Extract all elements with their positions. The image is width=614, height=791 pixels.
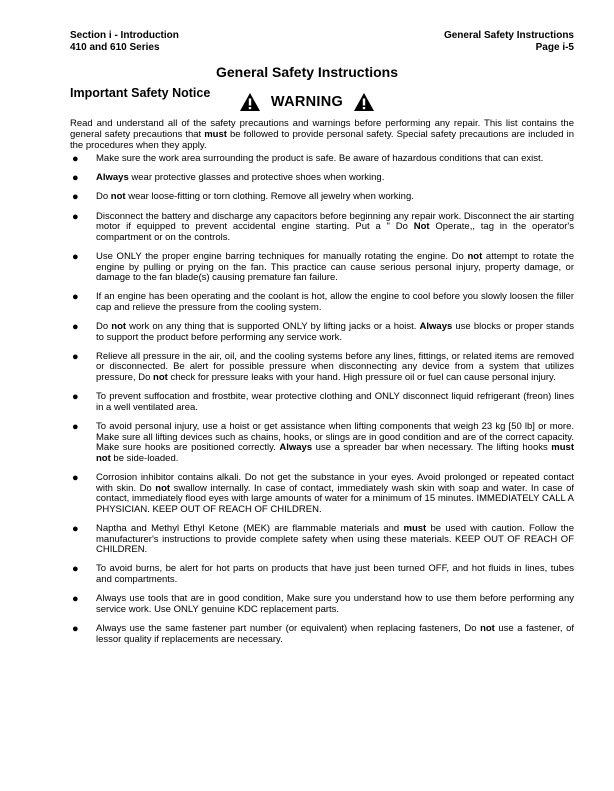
page-number: Page i-5	[535, 42, 574, 53]
list-item: ● Do not work on any thing that is supported ONLY by lifting jacks or a hoist. Always use blocks or proper stands to support the product before performing any service work.	[72, 321, 574, 343]
warning-banner	[0, 92, 614, 112]
intro-text: Read and understand all of the safety precautions and warnings before performing any repair. This list contains the general safety precautions that	[70, 118, 574, 140]
header-title: General Safety Instructions	[443, 30, 574, 41]
list-item: ● Always use the same fastener part number (or equivalent) when replacing fasteners, Do not use a fastener, of lessor quality if replacements are necessary.	[72, 622, 574, 645]
list-item: ● If an engine has been operating and the coolant is hot, allow the engine to cool before you slowly loosen the filler cap and relieve the pressure from the cooling system.	[72, 291, 574, 313]
bullet-icon: ●	[72, 250, 79, 263]
list-item: ● Relieve all pressure in the air, oil, and the cooling systems before any lines, fittings, or related items are removed or disconnected. Be alert for possible pressure when disconnecting any device from a system that utilizes pressure, Do not check for pressure leaks with your hand. High pressure oil or fuel can cause personal injury.	[72, 350, 574, 384]
bullet-icon: ●	[72, 472, 79, 484]
bullet-icon: ●	[72, 153, 79, 165]
list-item: ● Corrosion inhibitor contains alkali. Do not get the substance in your eyes. Avoid prolonged or repeated contact with skin. Do not swallow internally. In case of contact, immediately wash skin with soap and water. In case of contact, immediately flood eyes with large amounts of water for a minimum of 15 minutes. IMMEDIATELY CALL A PHYSICIAN. KEEP OUT OF REACH OF CHILDREN.	[72, 472, 574, 515]
bullet-icon: ●	[72, 321, 79, 334]
list-item: ● Naptha and Methyl Ethyl Ketone (MEK) are flammable materials and must be used with caution. Follow the manufacturer's instructions to provide complete safety when using these materials. KEEP OUT OF REACH OF CHILDREN.	[72, 522, 574, 556]
list-item: ● To avoid burns, be alert for hot parts on products that have just been turned OFF, and hot fluids in lines, tubes and compartments.	[72, 563, 574, 585]
warning-triangle-icon	[239, 92, 261, 112]
bullet-icon: ●	[72, 191, 79, 204]
list-item: ● To avoid personal injury, use a hoist or get assistance when lifting components that weigh 23 kg [50 lb] or more. Make sure all lifting devices such as chains, hooks, or slings are in good condition and are of the correct capacity. Make sure hooks are positioned correctly. Always use a spreader bar when necessary. The lifting hooks must not be side-loaded.	[72, 421, 574, 464]
bullet-icon: ●	[72, 622, 79, 635]
list-item: ● Disconnect the battery and discharge any capacitors before beginning any repair work. Disconnect the air starting motor if equipped to prevent accidental engine starting. Put a " Do Not Operate,, tag in the operator's compartment or on the controls.	[72, 210, 574, 243]
series-label: 410 and 610 Series	[70, 42, 160, 53]
list-item: ● Always wear protective glasses and protective shoes when working.	[72, 172, 385, 185]
list-item: ● Make sure the work area surrounding the product is safe. Be aware of hazardous conditions that can exist.	[72, 153, 544, 165]
bullet-icon: ●	[72, 291, 79, 304]
header-left	[70, 30, 179, 54]
warning-label: WARNING	[270, 94, 344, 110]
list-item: ● To prevent suffocation and frostbite, wear protective clothing and ONLY disconnect liquid refrigerant (freon) lines in a well ventilated area.	[72, 391, 574, 413]
bullet-icon: ●	[72, 210, 79, 223]
bullet-icon: ●	[72, 522, 79, 535]
bullet-icon: ●	[72, 350, 79, 363]
notice-heading: Important Safety Notice	[70, 86, 211, 100]
list-item: ● Always use tools that are in good condition, Make sure you understand how to use them before performing any service work. Use ONLY genuine KDC replacement parts.	[72, 593, 574, 615]
intro-paragraph	[70, 118, 574, 151]
bullet-icon: ●	[72, 391, 79, 404]
bullet-icon: ●	[72, 593, 79, 606]
intro-emphasis: must	[204, 129, 227, 140]
bullet-icon: ●	[72, 421, 79, 434]
bullet-icon: ●	[72, 563, 79, 576]
list-item: ● Use ONLY the proper engine barring techniques for manually rotating the engine. Do not attempt to rotate the engine by pulling or prying on the fan. This practice can cause serious personal injury, property damage, or damage to the fan blade(s) causing premature fan failure.	[72, 250, 574, 284]
list-item: ● Do not wear loose-fitting or torn clothing. Remove all jewelry when working.	[72, 191, 414, 204]
header-right	[444, 30, 574, 54]
safety-list	[70, 154, 574, 654]
bullet-icon: ●	[72, 172, 79, 185]
warning-triangle-icon	[353, 92, 375, 112]
page-title: General Safety Instructions	[215, 64, 399, 80]
intro-text: be followed to provide personal safety. Special safety precautions are included in the procedures when they apply.	[70, 129, 574, 151]
section-label: Section i - Introduction	[70, 30, 179, 41]
